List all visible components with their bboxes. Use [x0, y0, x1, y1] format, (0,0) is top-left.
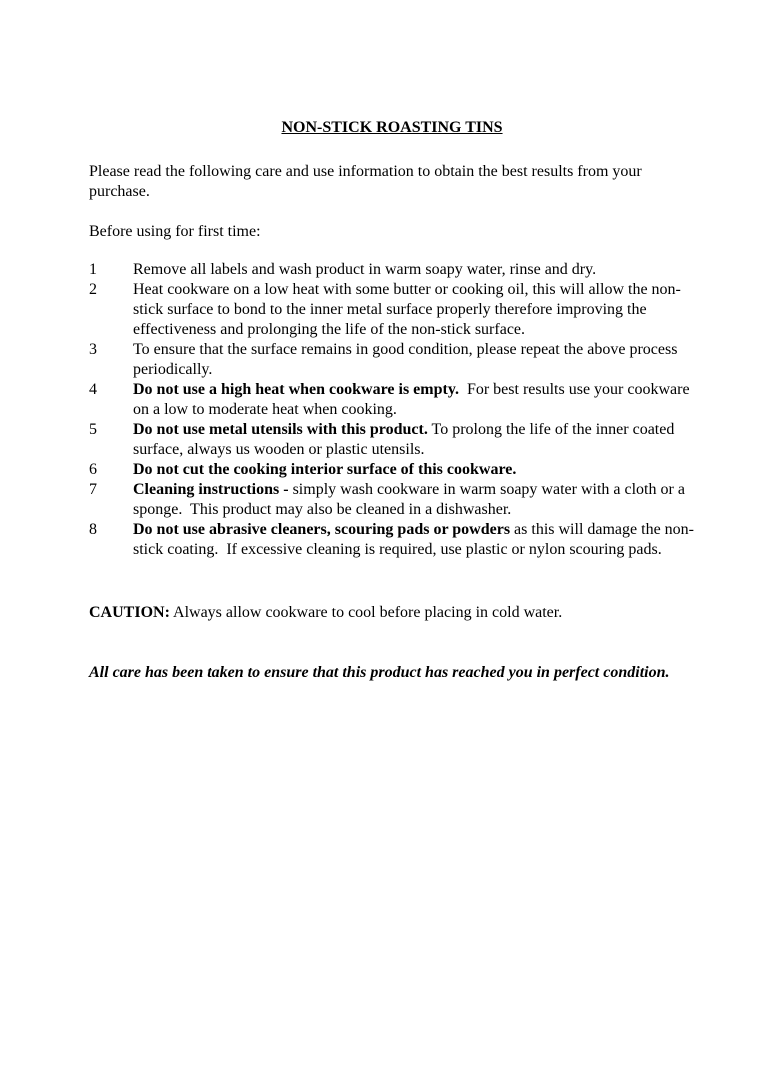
closing-note: All care has been taken to ensure that this product has reached you in perfect condition.	[89, 664, 670, 681]
instruction-number: 1	[89, 261, 97, 278]
instruction-text	[133, 280, 695, 340]
instruction-number: 6	[89, 461, 97, 478]
instruction-number: 2	[89, 281, 97, 298]
instruction-number: 7	[89, 481, 97, 498]
instruction-number: 4	[89, 381, 97, 398]
instruction-regular-text: Remove all labels and wash product in warm soapy water, rinse and dry.	[133, 261, 597, 278]
instruction-bold-text: Do not use abrasive cleaners, scouring pads or powders	[133, 521, 511, 538]
instruction-regular-text: Heat cookware on a low heat with some butter or cooking oil, this will allow the non-stick surface to bond to the inner metal surface properly therefore improving the effectiveness and prolonging the life of the non-stick surface.	[133, 281, 681, 338]
instruction-text	[133, 460, 695, 480]
instruction-item	[89, 420, 695, 460]
instruction-bold-text: Do not use metal utensils with this product.	[133, 421, 428, 438]
instruction-text	[133, 260, 695, 280]
instruction-text	[133, 340, 695, 380]
instruction-text	[133, 520, 695, 560]
instruction-bold-text: Do not use a high heat when cookware is empty.	[133, 381, 459, 398]
instruction-regular-text: To prolong the life of the inner coated surface, always us wooden or plastic utensils.	[133, 421, 679, 458]
instruction-text	[133, 380, 695, 420]
instruction-item	[89, 460, 695, 480]
document-title: NON-STICK ROASTING TINS	[281, 119, 503, 136]
instruction-regular-text: simply wash cookware in warm soapy water with a cloth or a sponge. This product may also be cleaned in a dishwasher.	[133, 481, 689, 518]
intro-paragraph: Please read the following care and use information to obtain the best results from your purchase.	[89, 163, 646, 200]
instruction-text	[133, 420, 695, 460]
instruction-item	[89, 340, 695, 380]
instruction-item	[89, 280, 695, 340]
instruction-text	[133, 480, 695, 520]
instruction-item	[89, 480, 695, 520]
instruction-bold-text: Do not cut the cooking interior surface of this cookware.	[133, 461, 517, 478]
instruction-item	[89, 520, 695, 560]
instructions-list	[89, 260, 695, 560]
instruction-item	[89, 380, 695, 420]
instruction-bold-text: Cleaning instructions -	[133, 481, 289, 498]
section-heading: Before using for first time:	[89, 223, 261, 240]
instruction-number: 8	[89, 521, 97, 538]
instruction-regular-text: To ensure that the surface remains in good condition, please repeat the above process periodically.	[133, 341, 682, 378]
caution-text: Always allow cookware to cool before placing in cold water.	[169, 604, 563, 621]
instruction-number: 3	[89, 341, 97, 358]
instruction-item	[89, 260, 695, 280]
instruction-regular-text: as this will damage the non-stick coating. If excessive cleaning is required, use plastic or nylon scouring pads.	[133, 521, 695, 558]
instruction-regular-text: For best results use your cookware on a low to moderate heat when cooking.	[133, 381, 694, 418]
caution-line	[89, 603, 695, 623]
document-content	[89, 118, 695, 683]
caution-label: CAUTION:	[89, 604, 170, 621]
instruction-number: 5	[89, 421, 97, 438]
